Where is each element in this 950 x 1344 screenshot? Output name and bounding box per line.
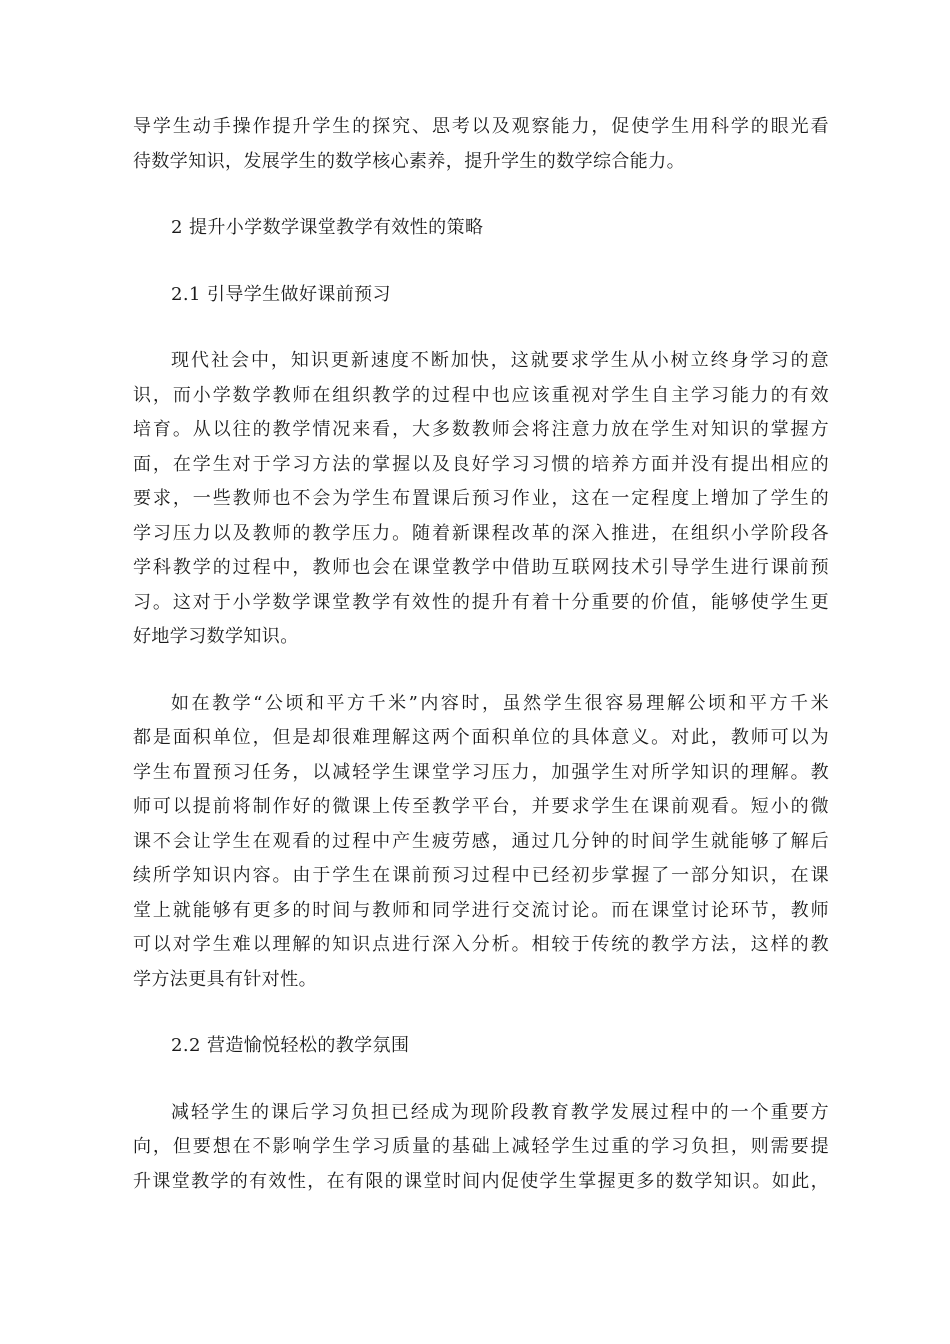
text-line: 面，在学生对于学习方法的掌握以及良好学习习惯的培养方面并没有提出相应的 bbox=[133, 453, 829, 475]
section-heading: 2 提升小学数学课堂教学有效性的策略 bbox=[171, 217, 484, 238]
text-line: 续所学知识内容。由于学生在课前预习过程中已经初步掌握了一部分知识，在课 bbox=[133, 865, 829, 886]
text-line: 好地学习数学知识。 bbox=[133, 626, 299, 647]
text-line: 习。这对于小学数学课堂教学有效性的提升有着十分重要的价值，能够使学生更 bbox=[133, 591, 829, 613]
text-line: 待数学知识，发展学生的数学核心素养，提升学生的数学综合能力。 bbox=[133, 150, 685, 172]
text-line: 识，而小学数学教师在组织教学的过程中也应该重视对学生自主学习能力的有效 bbox=[133, 384, 829, 406]
text-line: 课不会让学生在观看的过程中产生疲劳感，通过几分钟的时间学生就能够了解后 bbox=[133, 830, 829, 852]
paragraph bbox=[133, 1096, 829, 1200]
text-line: 减轻学生的课后学习负担已经成为现阶段教育教学发展过程中的一个重要方 bbox=[171, 1101, 829, 1123]
subsection-heading: 2.2 营造愉悦轻松的教学氛围 bbox=[171, 1035, 410, 1056]
paragraph bbox=[133, 687, 829, 998]
paragraph bbox=[133, 344, 829, 655]
text-line: 现代社会中，知识更新速度不断加快，这就要求学生从小树立终身学习的意 bbox=[171, 350, 829, 371]
text-line: 学方法更具有针对性。 bbox=[133, 968, 317, 990]
text-line: 导学生动手操作提升学生的探究、思考以及观察能力，促使学生用科学的眼光看 bbox=[133, 116, 829, 137]
text-line: 堂上就能够有更多的时间与教师和同学进行交流讨论。而在课堂讨论环节，教师 bbox=[133, 899, 829, 921]
text-line: 师可以提前将制作好的微课上传至教学平台，并要求学生在课前观看。短小的微 bbox=[133, 796, 829, 817]
paragraph-continuation bbox=[133, 110, 829, 179]
text-line: 学生布置预习任务，以减轻学生课堂学习压力，加强学生对所学知识的理解。教 bbox=[133, 761, 829, 783]
text-line: 可以对学生难以理解的知识点进行深入分析。相较于传统的教学方法，这样的教 bbox=[133, 934, 829, 955]
text-line: 都是面积单位，但是却很难理解这两个面积单位的具体意义。对此，教师可以为 bbox=[133, 727, 829, 748]
text-line: 要求，一些教师也不会为学生布置课后预习作业，这在一定程度上增加了学生的 bbox=[133, 488, 829, 509]
text-line: 如在教学“公顷和平方千米”内容时，虽然学生很容易理解公顷和平方千米 bbox=[171, 692, 829, 714]
text-line: 学科教学的过程中，教师也会在课堂教学中借助互联网技术引导学生进行课前预 bbox=[133, 557, 829, 578]
text-line: 学习压力以及教师的教学压力。随着新课程改革的深入推进，在组织小学阶段各 bbox=[133, 522, 829, 544]
subsection-heading: 2.1 引导学生做好课前预习 bbox=[171, 283, 391, 305]
text-line: 培育。从以往的教学情况来看，大多数教师会将注意力放在学生对知识的掌握方 bbox=[133, 419, 829, 440]
document-page bbox=[133, 110, 829, 1199]
text-line: 向，但要想在不影响学生学习质量的基础上减轻学生过重的学习负担，则需要提 bbox=[133, 1136, 829, 1157]
text-line: 升课堂教学的有效性，在有限的课堂时间内促使学生掌握更多的数学知识。如此， bbox=[133, 1170, 829, 1192]
